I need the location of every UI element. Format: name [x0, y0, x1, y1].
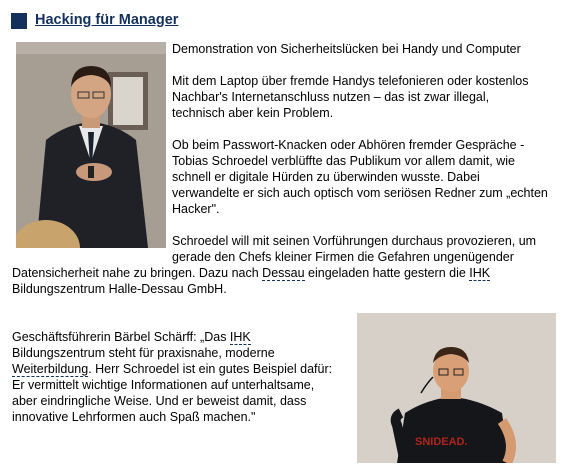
speaker-illustration: [16, 42, 166, 248]
quote-line-1: [12, 329, 251, 345]
paragraph-3-line-5: Hacker".: [172, 202, 220, 216]
paragraph-4-line-1: Schroedel will mit seinen Vorführungen durchaus provozieren, um: [172, 234, 537, 248]
paragraph-4-line-3-middle: eingeladen hatte gestern die: [304, 266, 470, 280]
paragraph-4-line-2: gerade den Chefs kleiner Firmen die Gefahren ungenügender: [172, 250, 514, 264]
header-square-icon: [11, 13, 27, 29]
paragraph-2-line-2: Nachbar's Internetanschluss nutzen – das ist zwar illegal,: [172, 90, 490, 104]
paragraph-2-line-3: technisch aber kein Problem.: [172, 106, 334, 120]
paragraph-3-line-2: Tobias Schroedel verblüffte das Publikum vor allem damit, wie: [172, 154, 515, 168]
intro-text: Demonstration von Sicherheitslücken bei Handy und Computer: [172, 42, 521, 56]
quote-line-4: Er vermittelt wichtige Informationen auf unterhaltsame,: [12, 378, 315, 392]
ihk-link[interactable]: IHK: [469, 266, 491, 280]
tshirt-print: SNIDEAD.: [415, 436, 468, 448]
article-title-link[interactable]: Hacking für Manager: [35, 12, 179, 28]
quote-line-3: [12, 361, 332, 377]
paragraph-4-line-3: [12, 265, 490, 281]
quote-line-5: aber eindringliche Weise. Und er beweist damit, dass: [12, 394, 307, 408]
hacker-photo: [357, 313, 556, 463]
paragraph-3-line-1: Ob beim Passwort-Knacken oder Abhören fremder Gespräche -: [172, 138, 525, 152]
paragraph-3-line-3: schnell er digitale Hürden zu überwinden wusste. Dabei: [172, 170, 480, 184]
paragraph-2-line-1: Mit dem Laptop über fremde Handys telefonieren oder kostenlos: [172, 74, 529, 88]
paragraph-4-line-3-start: Datensicherheit nahe zu bringen. Dazu nach: [12, 266, 263, 280]
quote-line-3-end: . Herr Schroedel ist ein gutes Beispiel dafür:: [88, 362, 333, 376]
speaker-photo: [16, 42, 166, 248]
dessau-link[interactable]: Dessau: [262, 266, 305, 280]
paragraph-3-line-4: verwandelte er sich auch optisch vom seriösen Redner zum „echten: [172, 186, 548, 200]
quote-line-6: innovative Lehrformen auch Spaß machen.": [12, 410, 256, 424]
quote-line-1-start: Geschäftsführerin Bärbel Schärff: „Das: [12, 330, 230, 344]
paragraph-4-line-4: Bildungszentrum Halle-Dessau GmbH.: [12, 282, 227, 296]
ihk-link-2[interactable]: IHK: [229, 330, 251, 344]
quote-line-2: Bildungszentrum steht für praxisnahe, moderne: [12, 346, 275, 360]
hacker-illustration: [357, 313, 556, 463]
weiterbildung-link[interactable]: Weiterbildung: [12, 362, 89, 376]
